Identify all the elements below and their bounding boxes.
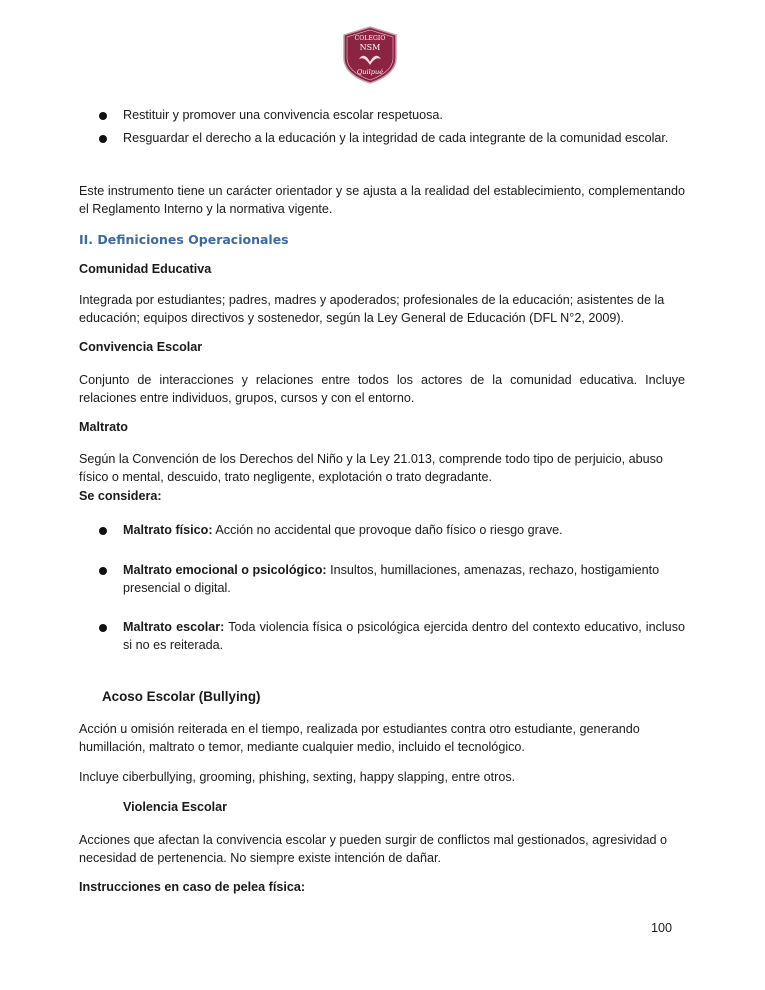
bullet-dot [99, 624, 107, 632]
logo-line2: NSM [359, 43, 381, 52]
acoso-paragraph-2: Incluye ciberbullying, grooming, phishing, sexting, happy slapping, entre otros. [79, 770, 516, 784]
instrucciones-heading: Instrucciones en caso de pelea física: [79, 880, 306, 894]
top-bullet-2: Resguardar el derecho a la educación y la integridad de cada integrante de la comunidad escolar. [123, 131, 669, 145]
top-bullet-1: Restituir y promover una convivencia escolar respetuosa. [123, 108, 443, 122]
maltrato-item-escolar [123, 619, 685, 654]
maltrato-item-fisico [123, 522, 685, 540]
maltrato-item-term: Maltrato emocional o psicológico: [123, 563, 327, 577]
page-number: 100 [651, 921, 673, 935]
section-heading: II. Definiciones Operacionales [79, 232, 289, 247]
se-considera-label: Se considera: [79, 489, 162, 503]
maltrato-item-term: Maltrato físico: [123, 523, 213, 537]
maltrato-item-desc: Insultos, humillaciones, amenazas, rechazo, hostigamiento presencial o digital. [123, 563, 660, 595]
maltrato-item-emocional [123, 562, 685, 597]
logo-line1: COLEGIO [354, 35, 386, 42]
logo-line3: Quilpué [356, 68, 384, 76]
comunidad-heading: Comunidad Educativa [79, 262, 212, 276]
maltrato-heading: Maltrato [79, 420, 128, 434]
maltrato-item-term: Maltrato escolar: [123, 620, 225, 634]
bullet-dot [99, 527, 107, 535]
maltrato-item-desc: Acción no accidental que provoque daño físico o riesgo grave. [212, 523, 563, 537]
violencia-heading: Violencia Escolar [123, 800, 228, 814]
violencia-paragraph: Acciones que afectan la convivencia escolar y pueden surgir de conflictos mal gestionados, agresividad o necesidad de pertenencia. No siempre existe intención de dañar. [79, 833, 668, 865]
maltrato-paragraph: Según la Convención de los Derechos del Niño y la Ley 21.013, comprende todo tipo de perjuicio, abuso físico o mental, descuido, trato negligente, explotación o trato degradante. [79, 452, 663, 484]
school-crest-logo [341, 26, 399, 84]
bullet-dot [99, 112, 107, 120]
acoso-heading: Acoso Escolar (Bullying) [102, 689, 261, 704]
maltrato-item-desc: Toda violencia física o psicológica ejercida dentro del contexto educativo, incluso si no es reiterada. [123, 620, 685, 652]
intro-paragraph: Este instrumento tiene un carácter orientador y se ajusta a la realidad del establecimiento, complementando el Reglamento Interno y la normativa vigente. [79, 184, 685, 216]
bullet-dot [99, 135, 107, 143]
acoso-paragraph-1: Acción u omisión reiterada en el tiempo, realizada por estudiantes contra otro estudiante, generando humillación, maltrato o temor, mediante cualquier medio, incluido el tecnológico. [79, 722, 640, 754]
convivencia-heading: Convivencia Escolar [79, 340, 203, 354]
convivencia-paragraph: Conjunto de interacciones y relaciones entre todos los actores de la comunidad educativa. Incluye relaciones entre individuos, grupos, cursos y con el entorno. [79, 373, 685, 405]
bullet-dot [99, 567, 107, 575]
comunidad-paragraph: Integrada por estudiantes; padres, madres y apoderados; profesionales de la educación; asistentes de la educación; equipos directivos y sostenedor, según la Ley General de Educación (DFL N°2, 2009). [79, 293, 665, 325]
